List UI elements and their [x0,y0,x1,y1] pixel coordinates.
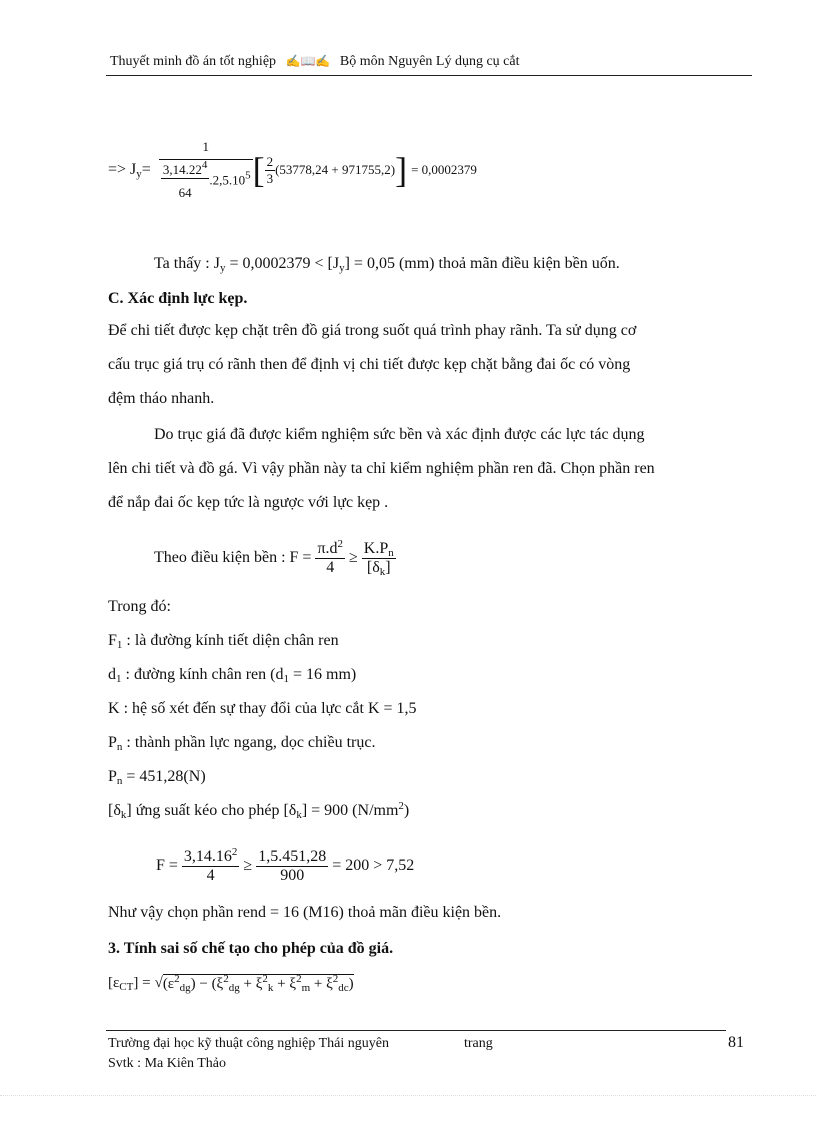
heading-c: C. Xác định lực kẹp. [108,290,248,307]
eq1-left-bracket: [ [252,150,265,190]
eq1-bracket-fraction: $\frac{2}{3}$ [266,153,274,186]
eq3-label: F = [156,857,178,874]
heading-3: 3. Tính sai số chế tạo cho phép của đồ giá. [108,940,394,957]
eq4-radicand: $(\varepsilon^2_{dg}) - (\xi^2_{dg} + \xi^2_k + \xi^2_m + \xi^2_{dc})$ [162,973,354,994]
footer-trang: trang [464,1036,493,1051]
def-k: K : hệ số xét đến sự thay đổi của lực cắt K = 1,5 [108,700,417,717]
equation-f-value [156,838,414,894]
equation-theo-dieu-kien [154,530,396,586]
header-left-text: Thuyết minh đồ án tốt nghiệp [110,54,277,69]
eq4-sqrt-sign: √ [154,975,163,991]
def-d1: $d_1$ : đường kính chân ren ($d_1 = 16$ mm) [108,666,357,685]
eq2-fraction-2: $\frac{K.P_n}{[\delta_k]}$ [363,539,394,578]
eq3-fraction-1: $\frac{3,14.16^2}{4}$ [183,845,238,884]
def-delta-k: $[\delta_k]$ ứng suất kéo cho phép $[\delta_k] = 900$ $(N/mm^2)$ [108,800,410,821]
page-edge-line [0,1095,816,1096]
para3: Như vậy chọn phần rend = 16 (M16) thoả mãn điều kiện bền. [108,904,502,921]
trong-do: Trong đó: [108,598,171,615]
para2-line3: để nắp đai ốc kẹp tức là ngược với lực kẹp . [108,494,389,511]
para2-line1: Do trục giá đã được kiểm nghiệm sức bền và xác định được các lực tác dụng [154,426,645,443]
header-right-text: Bộ môn Nguyên Lý dụng cụ cắt [339,54,520,69]
eq2-fraction-1: $\frac{\pi.d^2}{4}$ [317,537,344,576]
header-ornament-icon: ✍📖✍ [285,54,331,68]
eq2-ge: ≥ [349,549,358,566]
equation-jy [108,130,477,210]
para1-line2: cấu trục giá trụ có rãnh then để định vị chi tiết được kẹp chặt bằng đai ốc có vòng [108,356,631,373]
footer-school: Trường đại học kỹ thuật công nghiệp Thái nguyên [108,1036,389,1051]
equation-epsilon-ct [108,974,354,993]
header [110,54,520,70]
header-rule [106,75,752,76]
eq3-fraction-2: $\frac{1,5.451,28}{900}$ [258,847,327,884]
footer-student: Svtk : Ma Kiên Thảo [108,1056,226,1071]
eq1-right-bracket: ] [395,150,408,190]
footer-rule [106,1030,726,1031]
eq1-result: = 0,0002379 [411,162,477,177]
eq2-label: Theo điều kiện bền : F = [154,549,312,566]
page-number: 81 [728,1034,744,1051]
def-pn-value: $P_n = 451,28(N)$ [108,768,206,787]
para2-line2: lên chi tiết và đồ gá. Vì vậy phần này ta chỉ kiểm nghiệm phần ren đã. Chọn phần ren [108,460,655,477]
def-f1: $F_1$ : là đường kính tiết diện chân ren [108,632,339,651]
eq1-prefix: => $J_y=$ [108,161,151,180]
eq3-ge: ≥ [243,857,253,874]
eq3-result: = 200 > 7,52 [332,857,415,874]
eq1-bracket-content: (53778,24 + 971755,2) [275,162,396,177]
def-pn: $P_n$ : thành phần lực ngang, dọc chiều trục. [108,734,376,753]
para1-line3: đệm tháo nhanh. [108,390,215,407]
eq4-lhs: $[\varepsilon_{CT}]$ = [108,975,151,993]
eq1-outer-fraction: 1 $\frac{3,14.22^4}{64}$ .2,5.10$^5$ [159,139,253,201]
para1-line1: Để chi tiết được kẹp chặt trên đồ giá trong suốt quá trình phay rãnh. Ta sử dụng cơ [108,322,637,339]
para-ta-thay: Ta thấy : $J_y = 0,0002379 < [J_y] = 0,05$ (mm) thoả mãn điều kiện bền uốn. [154,255,620,274]
